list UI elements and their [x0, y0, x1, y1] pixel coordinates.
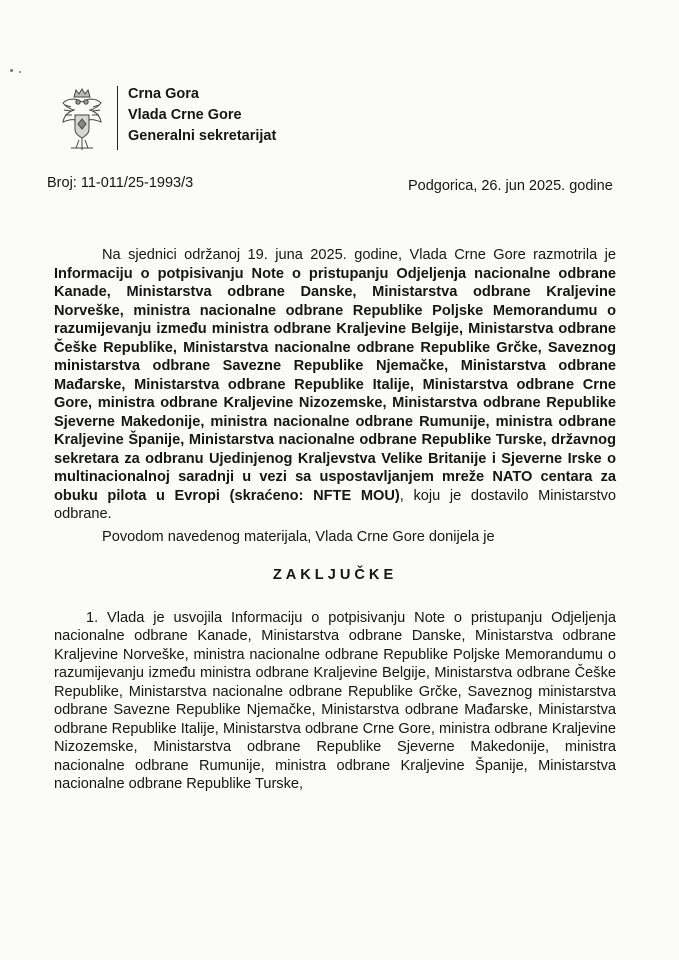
intro-tail: , koju je dostavilo Ministarstvo odbrane.	[54, 487, 616, 522]
scan-speck	[10, 69, 13, 72]
document-body	[54, 246, 616, 794]
country-name: Crna Gora	[128, 86, 199, 102]
coat-of-arms-icon	[59, 88, 105, 152]
reference-number: Broj: 11-011/25-1993/3	[47, 175, 194, 191]
issuing-authority	[128, 84, 276, 147]
intro-bold-title: Informaciju o potpisivanju Note o pristupanju Odjeljenja nacionalne odbrane Kanade, Ministarstva odbrane Danske, Ministarstva odbrane Kraljevine Norveške, ministra nacionalne odbrane Republike Poljske Memorandumu o razumijevanju između ministra odbrane Kraljevine Belgije, Ministarstva odbrane Češke Republike, Ministarstva nacionalne odbrane Republike Grčke, Saveznog ministarstva odbrane Savezne Republike Njemačke, Ministarstva odbrane Mađarske, Ministarstva odbrane Republike Italije, Ministarstva odbrane Crne Gore, ministra odbrane Kraljevine Nizozemske, Ministarstva odbrane Republike Sjeverne Makedonije, ministra nacionalne odbrane Rumunije, ministra odbrane Kraljevine Španije, Ministarstva nacionalne odbrane Republike Turske, državnog sekretara za odbranu Ujedinjenog Kraljevstva Velike Britanije i Sjeverne Irske o multinacionalnoj saradnji u vezi sa uspostavljanjem mreže NATO centara za obuku pilota u Evropi (skraćeno: NFTE MOU)	[54, 265, 616, 504]
section-heading: ZAKLJUČKE	[272, 567, 398, 583]
header-divider	[117, 86, 118, 150]
document-date: Podgorica, 26. jun 2025. godine	[408, 178, 613, 194]
government-name: Vlada Crne Gore	[128, 107, 242, 123]
intro-paragraph	[54, 246, 616, 524]
decision-line: Povodom navedenog materijala, Vlada Crne Gore donijela je	[102, 528, 495, 545]
conclusion-item: 1. Vlada je usvojila Informaciju o potpisivanju Note o pristupanju Odjeljenja nacionalne odbrane Kanade, Ministarstva odbrane Danske, Ministarstva odbrane Kraljevine Norveške, ministra nacionalne odbrane Republike Poljske Memorandumu o razumijevanju između ministra odbrane Kraljevine Belgije, Ministarstva odbrane Češke Republike, Ministarstva nacionalne odbrane Republike Grčke, Saveznog ministarstva odbrane Savezne Republike Njemačke, Ministarstva odbrane Mađarske, Ministarstva odbrane Republike Italije, Ministarstva odbrane Crne Gore, ministra odbrane Kraljevine Nizozemske, Ministarstva odbrane Republike Sjeverne Makedonije, ministra nacionalne odbrane Rumunije, ministra odbrane Kraljevine Španije, Ministarstva nacionalne odbrane Republike Turske,	[54, 609, 616, 792]
scan-speck	[19, 71, 21, 73]
intro-lead: Na sjednici održanoj 19. juna 2025. godine, Vlada Crne Gore razmotrila je	[102, 247, 616, 263]
office-name: Generalni sekretarijat	[128, 128, 277, 144]
